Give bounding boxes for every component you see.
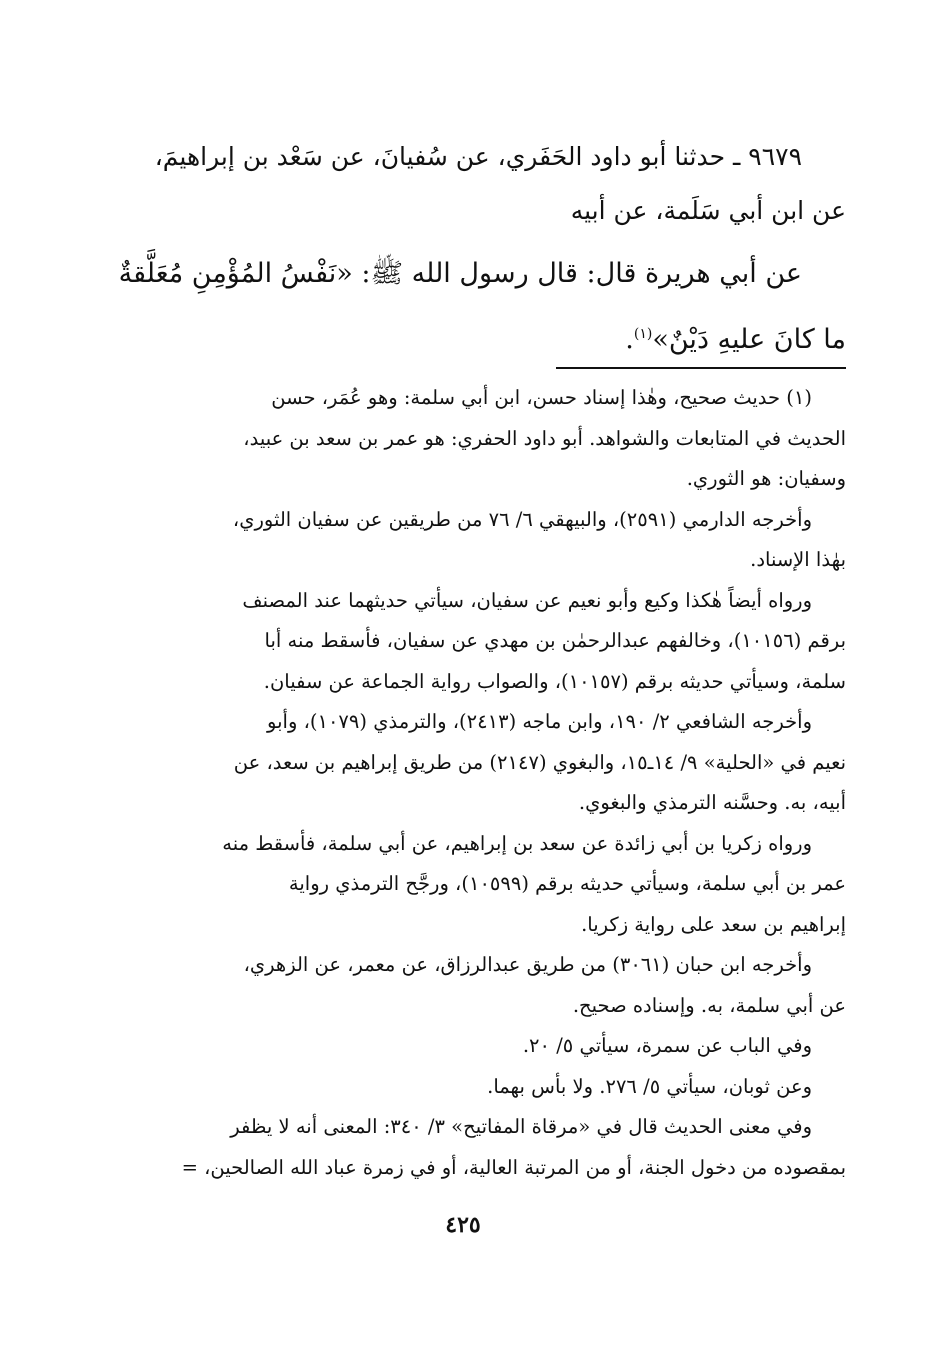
hadith-end-period: . — [625, 324, 634, 355]
hadith-isnad-line-1: ٩٦٧٩ ـ حدثنا أبو داود الحَفَري، عن سُفيانَ، عن سَعْد بن إبراهيمَ، — [154, 142, 802, 171]
footnote-line: ورواه زكريا بن أبي زائدة عن سعد بن إبراهيم، عن أبي سلمة، فأسقط منه — [222, 831, 812, 855]
hadith-matn-line-2 — [132, 310, 846, 370]
hadith-isnad-line-2: عن ابن أبي سَلَمة، عن أبيه — [570, 196, 846, 225]
footnote-line: ورواه أيضاً هٰكذا وكيع وأبو نعيم عن سفيان، سيأتي حديثهما عند المصنف — [242, 588, 812, 612]
footnote-line: وفي الباب عن سمرة، سيأتي ٥/ ٢٠. — [522, 1034, 812, 1057]
hadith-block — [118, 130, 846, 370]
footnote-line: بهٰذا الإسناد. — [750, 548, 846, 571]
footnote-line: بمقصوده من دخول الجنة، أو من المرتبة العالية، أو في زمرة عباد الله الصالحين، = — [181, 1155, 846, 1179]
footnote-line: وأخرجه الشافعي ٢/ ١٩٠، وابن ماجه (٢٤١٣)، والترمذي (١٠٧٩)، وأبو — [267, 710, 812, 733]
page-number: ٤٢٥ — [445, 1212, 481, 1238]
footnote-line: سلمة، وسيأتي حديثه برقم (١٠١٥٧)، والصواب رواية الجماعة عن سفيان. — [263, 669, 846, 693]
footnote-line: وسفيان: هو الثوري. — [686, 467, 846, 490]
footnote-line: نعيم في «الحلية» ٩/ ١٤ـ١٥، والبغوي (٢١٤٧) من طريق إبراهيم بن سعد، عن — [233, 750, 846, 774]
footnote-line: عمر بن أبي سلمة، وسيأتي حديثه برقم (١٠٥٩٩)، ورجَّح الترمذي رواية — [288, 872, 846, 895]
footnotes-block — [126, 378, 846, 1188]
footnote-line: أبيه، به. وحسَّنه الترمذي والبغوي. — [578, 791, 846, 814]
footnote-line: وفي معنى الحديث قال في «مرقاة المفاتيح» ٣/ ٣٤٠: المعنى أنه لا يظفر — [230, 1115, 812, 1138]
footnote-line: الحديث في المتابعات والشواهد. أبو داود الحفري: هو عمر بن سعد بن عبيد، — [243, 426, 846, 450]
footnote-separator-rule — [556, 367, 846, 369]
footnote-line: برقم (١٠١٥٦)، وخالفهم عبدالرحمٰن بن مهدي عن سفيان، فأسقط منه أبا — [264, 629, 846, 652]
footnote-reference: (١) — [633, 326, 653, 342]
footnote-line: (١) حديث صحيح، وهٰذا إسناد حسن، ابن أبي سلمة: وهو عُمَر، حسن — [271, 386, 812, 409]
footnote-line: إبراهيم بن سعد على رواية زكريا. — [581, 912, 846, 936]
footnote-line: وعن ثوبان، سيأتي ٥/ ٢٧٦. ولا بأس بهما. — [487, 1074, 812, 1098]
footnote-line: وأخرجه ابن حبان (٣٠٦١) من طريق عبدالرزاق، عن معمر، عن الزهري، — [243, 953, 812, 976]
footnote-line: عن أبي سلمة، به. وإسناده صحيح. — [572, 993, 846, 1017]
hadith-matn-line-1: عن أبي هريرة قال: قال رسول الله ﷺ: «نَفْسُ المُؤْمِنِ مُعَلَّقةٌ — [118, 258, 802, 289]
footnote-line: وأخرجه الدارمي (٢٥٩١)، والبيهقي ٦/ ٧٦ من طريقين عن سفيان الثوري، — [232, 507, 812, 531]
hadith-matn-text: ما كانَ عليهِ دَيْنٌ» — [652, 324, 846, 355]
